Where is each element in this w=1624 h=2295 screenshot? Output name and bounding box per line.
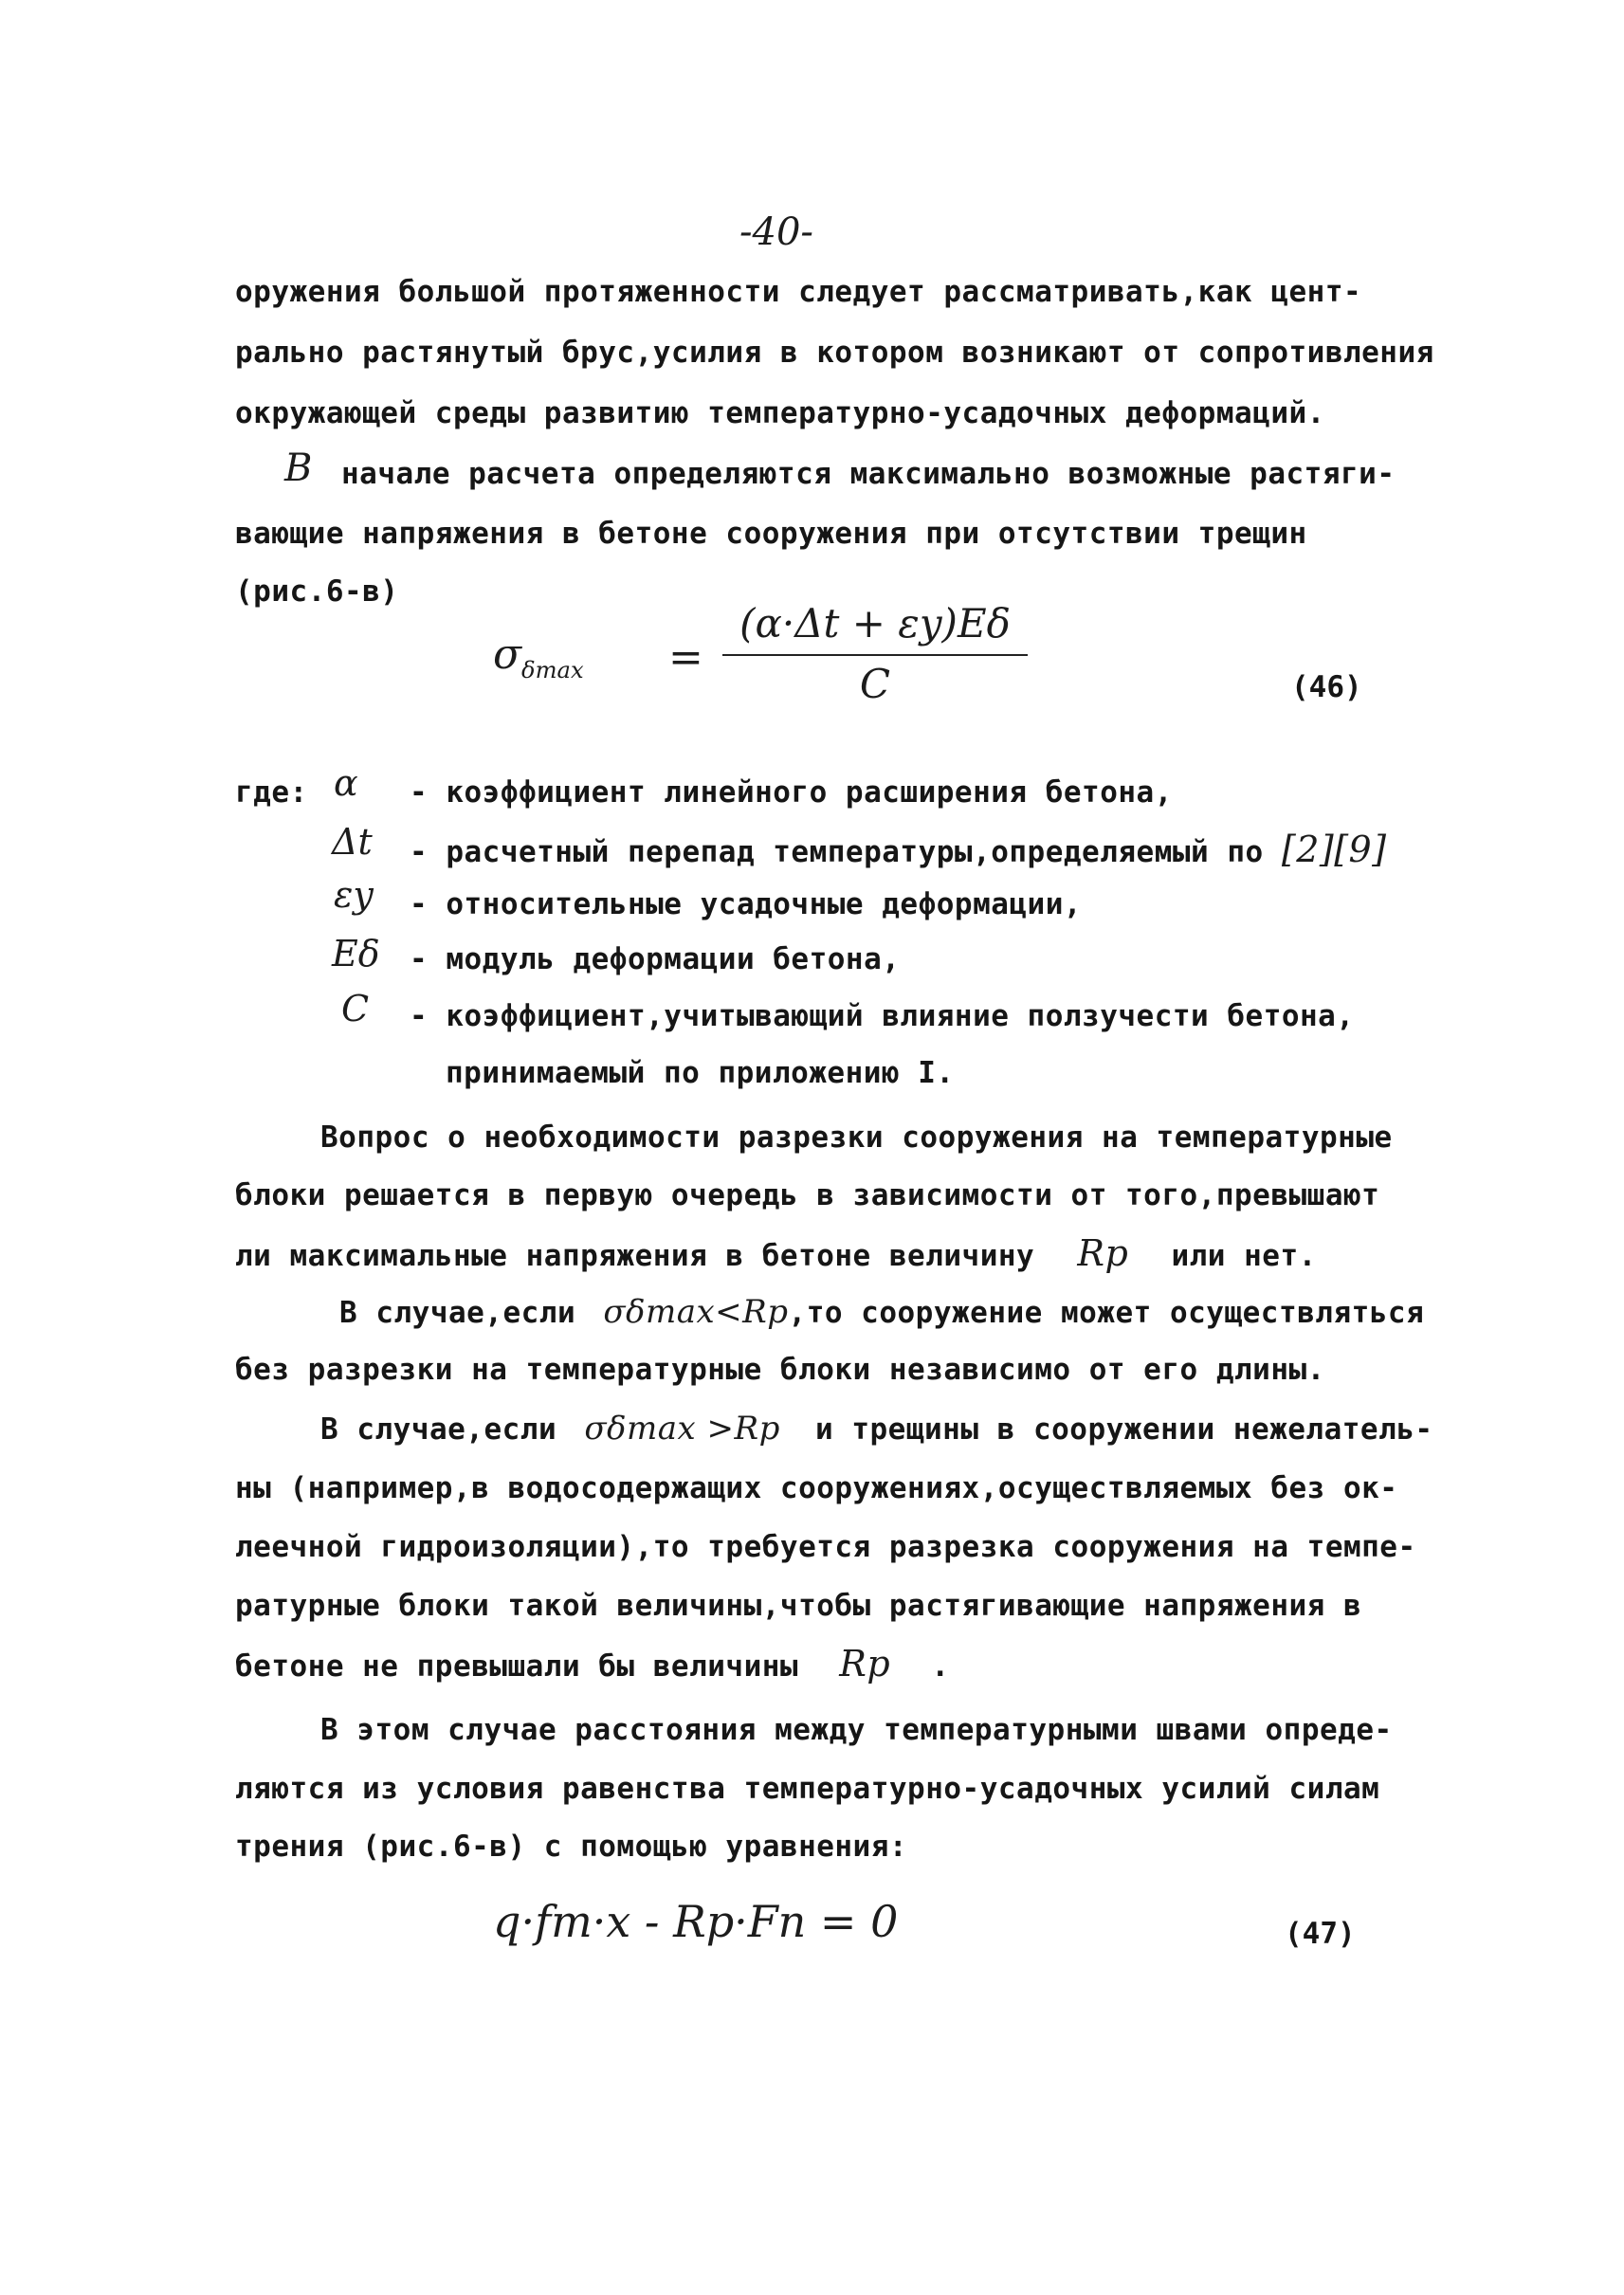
def-symbol-epsilon: εy (334, 874, 374, 916)
equation-number-46: (46) (1291, 670, 1362, 704)
def-text (410, 830, 1387, 871)
text-span: ,то сооружение может осуществляться (788, 1296, 1425, 1330)
text-line (235, 1645, 950, 1685)
where-label: где: (235, 775, 308, 810)
text-line: (рис.6-в) (235, 574, 399, 609)
def-text-continued: принимаемый по приложению I. (446, 1056, 955, 1090)
equation-number-47: (47) (1285, 1917, 1356, 1951)
text-line (320, 1410, 1433, 1448)
text-line: вающие напряжения в бетоне сооружения при отсутствии трещин (235, 517, 1307, 551)
text-line: начале расчета определяются максимально возможные растяги- (341, 457, 1396, 491)
sigma-symbol: σ (493, 630, 522, 679)
sigma-subscript: δmax (521, 656, 584, 683)
def-text: - коэффициент линейного расширения бетона, (410, 775, 1173, 810)
text-line: ратурные блоки такой величины,чтобы растягивающие напряжения в (235, 1589, 1362, 1623)
text-line: оружения большой протяженности следует рассматривать,как цент- (235, 275, 1362, 309)
text-line: без разрезки на температурные блоки независимо от его длины. (235, 1353, 1325, 1387)
text-span: В случае,если (320, 1412, 557, 1447)
text-span: и трещины в сооружении нежелатель- (815, 1412, 1433, 1447)
def-text: - модуль деформации бетона, (410, 942, 901, 976)
text-line: В этом случае расстояния между температурными швами опреде- (320, 1713, 1393, 1747)
paragraph-initial: В (284, 446, 313, 490)
def-symbol-e-modulus: Eδ (332, 933, 380, 974)
page-number: -40- (739, 210, 813, 254)
text-line: ны (например,в водосодержащих сооружениях,осуществляемых без ок- (235, 1471, 1398, 1505)
def-text-body: - расчетный перепад температуры,определяемый по (410, 835, 1264, 869)
formula-46-denominator: C (859, 661, 891, 707)
text-line: блоки решается в первую очередь в зависимости от того,превышают (235, 1178, 1380, 1212)
text-line: Вопрос о необходимости разрезки сооружения на температурные (320, 1120, 1393, 1155)
fraction-bar (722, 654, 1028, 656)
text-line: леечной гидроизоляции),то требуется разрезка сооружения на темпе- (235, 1530, 1416, 1564)
text-span: В случае,если (339, 1296, 576, 1330)
def-symbol-delta-t: Δt (332, 821, 373, 863)
def-text: - коэффициент,учитывающий влияние ползучести бетона, (410, 999, 1355, 1033)
inline-condition: σδmax<Rp (603, 1293, 789, 1331)
formula-46-fraction (719, 599, 1031, 707)
def-symbol-alpha: α (334, 762, 358, 804)
text-line: окружающей среды развитию температурно-усадочных деформаций. (235, 396, 1325, 430)
def-text: - относительные усадочные деформации, (410, 887, 1083, 921)
reference-list: [2][9] (1281, 829, 1387, 870)
text-line: ляются из условия равенства температурно-усадочных усилий силам (235, 1772, 1380, 1806)
text-span: . (931, 1649, 950, 1684)
text-line (339, 1293, 1424, 1332)
text-line: рально растянутый брус,усилия в котором возникают от сопротивления (235, 336, 1434, 370)
def-symbol-c: C (341, 988, 370, 1029)
text-span: ли максимальные напряжения в бетоне величину (235, 1239, 1035, 1273)
formula-46-lhs (493, 630, 584, 683)
text-span: бетоне не превышали бы величины (235, 1649, 799, 1684)
formula-47: q·fт·x - Rp·Fn = 0 (493, 1896, 899, 1947)
inline-symbol-rp: Rp (1077, 1232, 1129, 1274)
text-span: или нет. (1171, 1239, 1317, 1273)
inline-symbol-rp: Rp (839, 1643, 891, 1685)
formula-46-equals: = (668, 633, 703, 682)
formula-46-numerator: (α·Δt + εy)Eδ (739, 600, 1011, 647)
text-line (235, 1234, 1317, 1275)
inline-condition: σδmax >Rp (584, 1410, 780, 1448)
text-line: трения (рис.6-в) с помощью уравнения: (235, 1830, 908, 1864)
